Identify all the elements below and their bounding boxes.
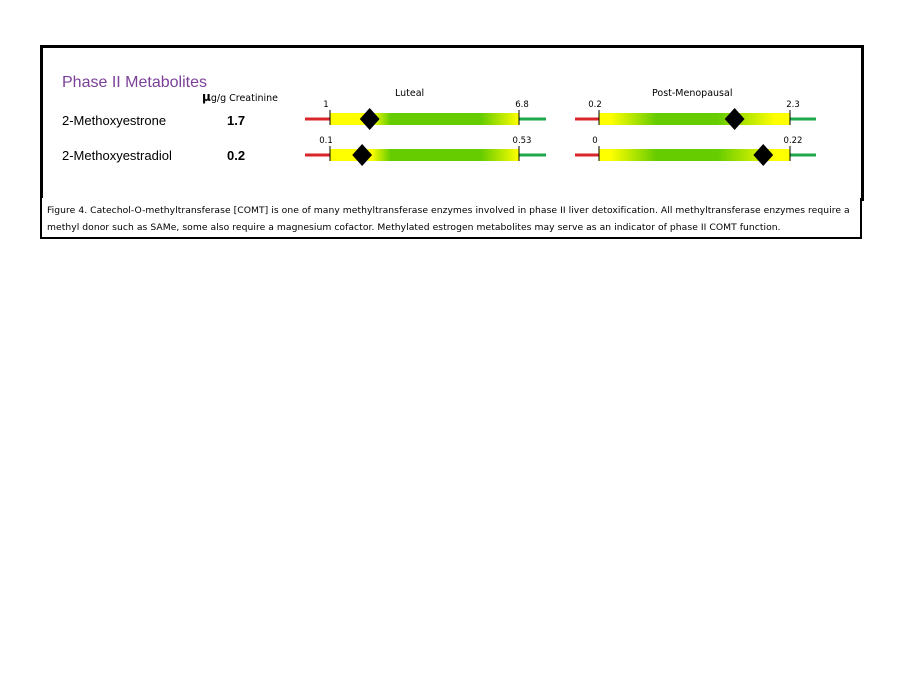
figure-caption: Figure 4. Catechol-O-methyltransferase [COMT] is one of many methyltransferase enzymes involved in phase II liver detoxification. All methyltransferase enzymes require a methyl donor such as SAMe, some also require a magnesium cofactor. Methylated estrogen metabolites may serve as an indicator of phase II COMT function.	[47, 205, 850, 233]
marker-2-methoxyestradiol-luteal	[352, 144, 372, 166]
high-label-2-methoxyestradiol-luteal: 0.53	[512, 136, 532, 146]
row-value-2-methoxyestradiol: 0.2	[227, 148, 246, 163]
group-title-luteal: Luteal	[395, 88, 425, 99]
high-label-2-methoxyestrone-post-menopausal: 2.3	[786, 100, 800, 110]
row-label-2-methoxyestradiol: 2-Methoxyestradiol	[62, 148, 172, 163]
low-label-2-methoxyestradiol-luteal: 0.1	[319, 136, 333, 146]
caption-box	[40, 198, 862, 239]
low-label-2-methoxyestrone-post-menopausal: 0.2	[588, 100, 602, 110]
low-label-2-methoxyestradiol-post-menopausal: 0	[592, 136, 598, 146]
marker-2-methoxyestrone-luteal	[360, 108, 380, 130]
chart-layer	[305, 100, 816, 166]
row-value-2-methoxyestrone: 1.7	[227, 113, 246, 128]
range-bar-2-methoxyestrone-luteal	[330, 113, 519, 125]
low-label-2-methoxyestrone-luteal: 1	[323, 100, 329, 110]
unit-mu: μ	[202, 90, 211, 104]
row-label-2-methoxyestrone: 2-Methoxyestrone	[62, 113, 167, 128]
marker-2-methoxyestradiol-post-menopausal	[753, 144, 773, 166]
unit-suffix: g/g Creatinine	[210, 93, 279, 104]
high-label-2-methoxyestradiol-post-menopausal: 0.22	[783, 136, 803, 146]
range-bar-2-methoxyestrone-post-menopausal	[599, 113, 790, 125]
marker-2-methoxyestrone-post-menopausal	[725, 108, 745, 130]
range-chart	[0, 0, 902, 200]
panel-title: Phase II Metabolites	[62, 74, 207, 91]
group-title-post-menopausal: Post-Menopausal	[652, 88, 733, 99]
high-label-2-methoxyestrone-luteal: 6.8	[515, 100, 529, 110]
